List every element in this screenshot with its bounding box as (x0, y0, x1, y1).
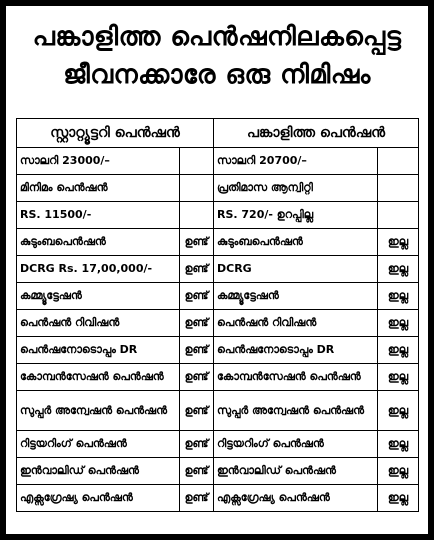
statutory-item-cell: മിനിമം പെൻഷൻ (17, 174, 180, 201)
contributory-item-cell: സാലറി 20700/– (214, 148, 378, 175)
contributory-availability-cell: ഇല്ല (378, 228, 419, 255)
poster-title (6, 18, 428, 94)
statutory-availability-cell: ഉണ്ട് (180, 431, 214, 458)
contributory-availability-cell: ഇല്ല (378, 484, 419, 511)
table-row (17, 148, 419, 175)
contributory-item-cell: പെൻഷനോടൊപ്പം DR (214, 336, 378, 363)
title-line-2: ജീവനക്കാരേ ഒരു നിമിഷം (63, 60, 371, 90)
statutory-item-cell: പെൻഷനോടൊപ്പം DR (17, 336, 180, 363)
statutory-availability-cell: ഉണ്ട് (180, 282, 214, 309)
statutory-item-cell: സാലറി 23000/– (17, 148, 180, 175)
table-row (17, 309, 419, 336)
title-line-1: പങ്കാളിത്ത പെൻഷനിലകപ്പെട്ട (32, 22, 402, 52)
contributory-item-cell: ഇൻവാലിഡ് പെൻഷൻ (214, 457, 378, 484)
statutory-item-cell: RS. 11500/- (17, 201, 180, 228)
contributory-availability-cell: ഇല്ല (378, 390, 419, 430)
contributory-item-cell: സുപ്പർ അന്വേഷൻ പെൻഷൻ (214, 390, 378, 430)
contributory-item-cell: DCRG (214, 255, 378, 282)
table-row (17, 390, 419, 430)
statutory-item-cell: സുപ്പർ അന്വേഷൻ പെൻഷൻ (17, 390, 180, 430)
contributory-availability-cell: ഇല്ല (378, 457, 419, 484)
statutory-availability-cell (180, 201, 214, 228)
table-row (17, 363, 419, 390)
header-statutory-pension: സ്റ്റാറ്റ്യൂട്ടറി പെൻഷൻ (17, 119, 214, 148)
statutory-availability-cell: ഉണ്ട് (180, 484, 214, 511)
contributory-availability-cell: ഇല്ല (378, 431, 419, 458)
contributory-availability-cell: ഇല്ല (378, 309, 419, 336)
contributory-availability-cell (378, 148, 419, 175)
statutory-availability-cell: ഉണ്ട് (180, 457, 214, 484)
pension-comparison-table (16, 118, 419, 512)
table-row (17, 484, 419, 511)
table-row (17, 255, 419, 282)
statutory-availability-cell: ഉണ്ട് (180, 336, 214, 363)
contributory-item-cell: പെൻഷൻ റിവിഷൻ (214, 309, 378, 336)
statutory-availability-cell: ഉണ്ട് (180, 363, 214, 390)
statutory-availability-cell: ഉണ്ട് (180, 255, 214, 282)
table-row (17, 228, 419, 255)
table-row (17, 201, 419, 228)
contributory-availability-cell: ഇല്ല (378, 282, 419, 309)
statutory-item-cell: കോമ്പൻസേഷൻ പെൻഷൻ (17, 363, 180, 390)
contributory-item-cell: കോമ്പൻസേഷൻ പെൻഷൻ (214, 363, 378, 390)
statutory-availability-cell: ഉണ്ട് (180, 390, 214, 430)
header-contributory-pension: പങ്കാളിത്ത പെൻഷൻ (214, 119, 419, 148)
table-row (17, 282, 419, 309)
statutory-item-cell: ഇൻവാലിഡ് പെൻഷൻ (17, 457, 180, 484)
statutory-item-cell: റിട്ടയറിംഗ് പെൻഷൻ (17, 431, 180, 458)
statutory-availability-cell: ഉണ്ട് (180, 309, 214, 336)
statutory-item-cell: കുടുംബപെൻഷൻ (17, 228, 180, 255)
statutory-availability-cell (180, 148, 214, 175)
table-row (17, 431, 419, 458)
statutory-availability-cell: ഉണ്ട് (180, 228, 214, 255)
contributory-availability-cell (378, 201, 419, 228)
statutory-item-cell: എക്സഗ്രേഷ്യ പെൻഷൻ (17, 484, 180, 511)
contributory-availability-cell: ഇല്ല (378, 336, 419, 363)
contributory-item-cell: എക്സഗ്രേഷ്യ പെൻഷൻ (214, 484, 378, 511)
contributory-availability-cell: ഇല്ല (378, 363, 419, 390)
statutory-availability-cell (180, 174, 214, 201)
contributory-item-cell: കുടുംബപെൻഷൻ (214, 228, 378, 255)
table-row (17, 457, 419, 484)
statutory-item-cell: പെൻഷൻ റിവിഷൻ (17, 309, 180, 336)
contributory-item-cell: റിട്ടയറിംഗ് പെൻഷൻ (214, 431, 378, 458)
contributory-availability-cell (378, 174, 419, 201)
contributory-item-cell: കമ്മ്യൂട്ടേഷൻ (214, 282, 378, 309)
table-row (17, 336, 419, 363)
contributory-availability-cell: ഇല്ല (378, 255, 419, 282)
table-row (17, 174, 419, 201)
statutory-item-cell: DCRG Rs. 17,00,000/- (17, 255, 180, 282)
statutory-item-cell: കമ്മ്യൂട്ടേഷൻ (17, 282, 180, 309)
contributory-item-cell: RS. 720/- ഉറപ്പില്ല (214, 201, 378, 228)
table-header-row (17, 119, 419, 148)
contributory-item-cell: പ്രതിമാസ ആന്വിറ്റി (214, 174, 378, 201)
